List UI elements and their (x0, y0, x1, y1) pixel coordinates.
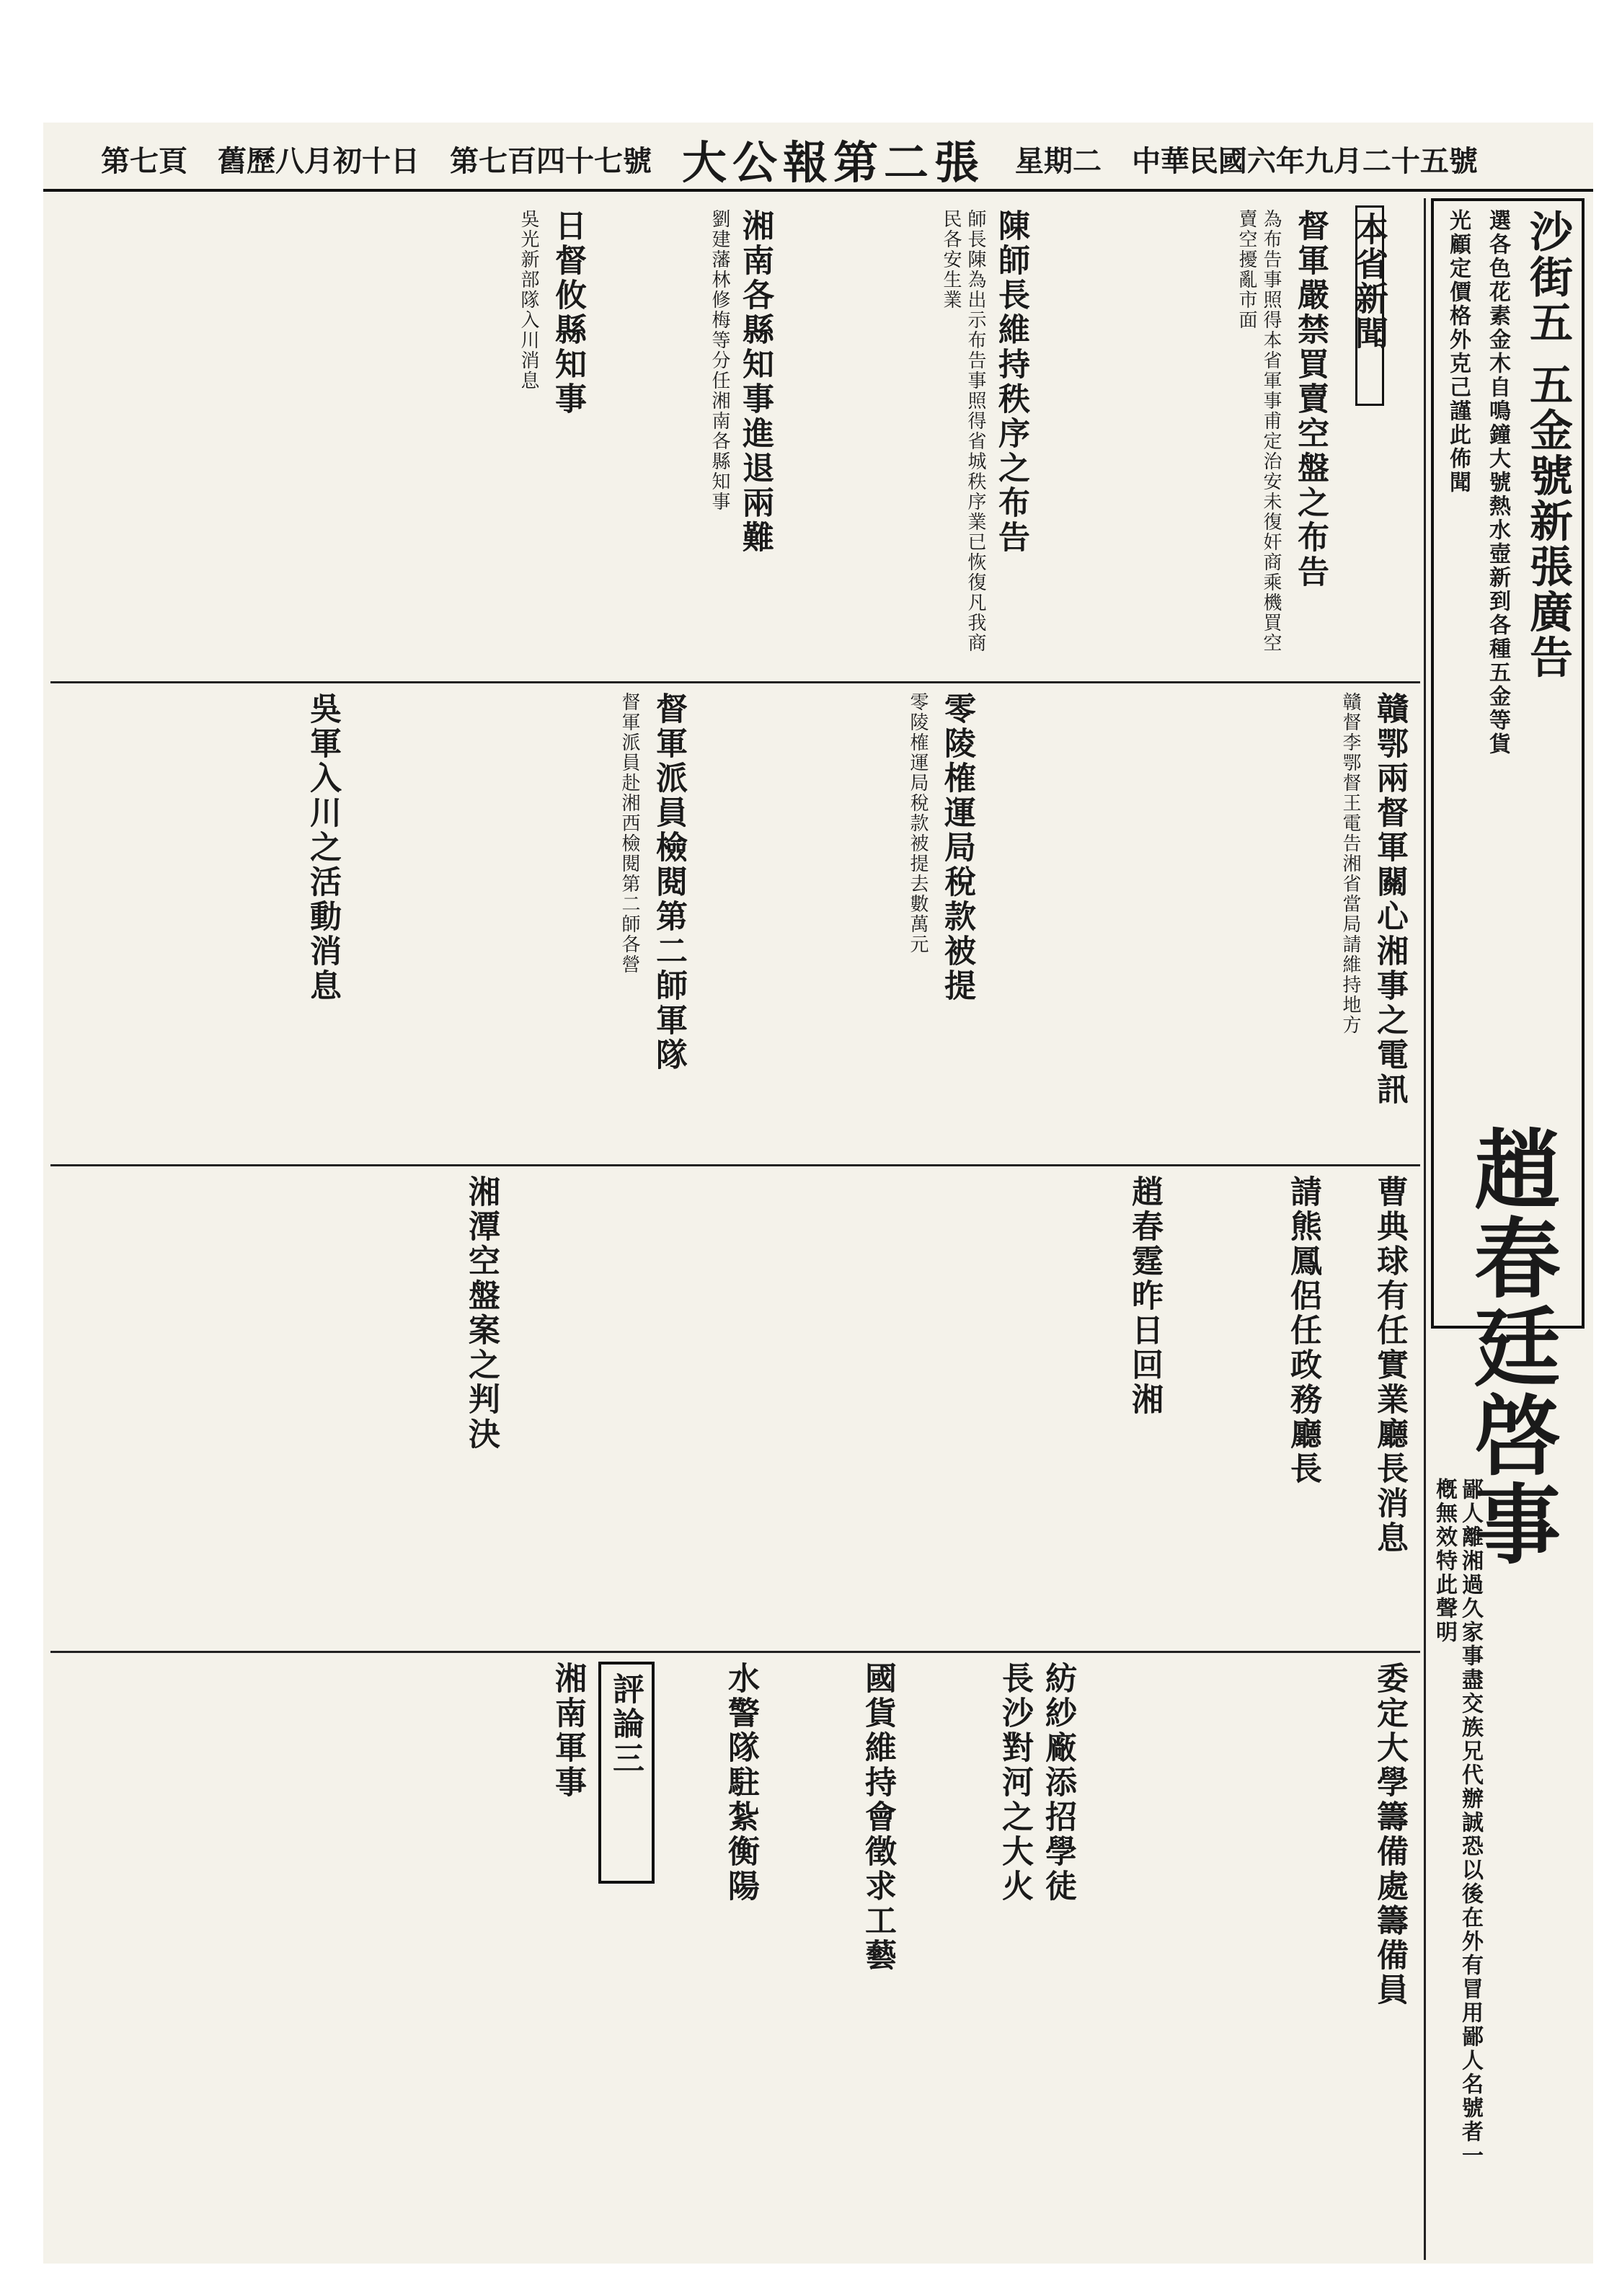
headline: 紡紗廠添招學徒 (1040, 1662, 1076, 1904)
headline: 湘南各縣知事進退兩難 (737, 209, 774, 555)
ad-closing: 光顧定價格外克己謹此佈聞 (1445, 209, 1471, 495)
headline: 長沙對河之大火 (996, 1662, 1033, 1904)
headline: 陳師長維持秩序之布告 (993, 209, 1029, 555)
band-rule-1 (50, 681, 1420, 683)
headline: 國貨維持會徵求工藝 (859, 1662, 896, 1973)
article-body: 贛督李鄂督王電告湘省當局請維持地方 (1339, 692, 1361, 1035)
notice-heading: 趙春廷啓事 (1460, 1125, 1561, 1568)
headline: 湘潭空盤案之判決 (463, 1175, 500, 1452)
lunar-date: 舊歷八月初十日 (217, 143, 420, 178)
headline: 曹典球有任實業廳長消息 (1371, 1175, 1408, 1556)
article-body: 為布告事照得本省軍事甫定治安未復奸商乘機買空賣空擾亂市面 (1236, 209, 1282, 653)
headline: 日督攸縣知事 (549, 209, 586, 417)
column-rule (1424, 198, 1426, 2260)
article-body: 劉建藩林修梅等分任湘南各縣知事 (709, 209, 730, 512)
headline: 督軍嚴禁買賣空盤之布告 (1292, 209, 1329, 590)
ad-goods: 選各色花素金木自鳴鐘大號熱水壺新到各種五金等貨 (1485, 209, 1510, 756)
headline: 贛鄂兩督軍關心湘事之電訊 (1371, 692, 1408, 1107)
band-rule-3 (50, 1651, 1420, 1653)
page-number: 第七頁 (101, 143, 187, 178)
issue-number: 第七百四十七號 (449, 143, 652, 178)
section-label: 本省新聞 (1355, 205, 1384, 406)
date-line: 中華民國六年九月二十五號 (1131, 143, 1478, 178)
headline: 吳軍入川之活動消息 (304, 692, 341, 1003)
notice-body: 鄙人離湘過久家事盡交族兄代辦誠恐以後在外有冒用鄙人名號者一槪無效特此聲明 (1432, 1478, 1483, 2168)
article-body: 督軍派員赴湘西檢閱第二師各營 (619, 692, 640, 975)
article-body: 吳光新部隊入川消息 (518, 209, 539, 391)
headline: 湘南軍事 (549, 1662, 586, 1800)
headline: 請熊鳳侶任政務廳長 (1285, 1175, 1321, 1486)
article-body: 師長陳為出示布告事照得省城秩序業已恢復凡我商民各安生業 (940, 209, 986, 653)
headline: 委定大學籌備處籌備員 (1371, 1662, 1408, 2008)
masthead (101, 133, 1478, 189)
commentary-label: 評論三 (607, 1672, 644, 1776)
article-body: 零陵榷運局稅款被提去數萬元 (907, 692, 929, 954)
paper-title: 大公報第二張 (681, 136, 985, 189)
ad-shop-name: 沙街五 五金號新張廣告 (1523, 209, 1573, 681)
headline: 督軍派員檢閱第二師軍隊 (650, 692, 687, 1073)
weekday: 星期二 (1014, 143, 1102, 178)
headline: 零陵榷運局稅款被提 (939, 692, 975, 1003)
masthead-rule (43, 189, 1593, 192)
band-rule-2 (50, 1164, 1420, 1166)
headline: 趙春霆昨日回湘 (1126, 1175, 1163, 1417)
headline: 水警隊駐紮衡陽 (722, 1662, 759, 1904)
